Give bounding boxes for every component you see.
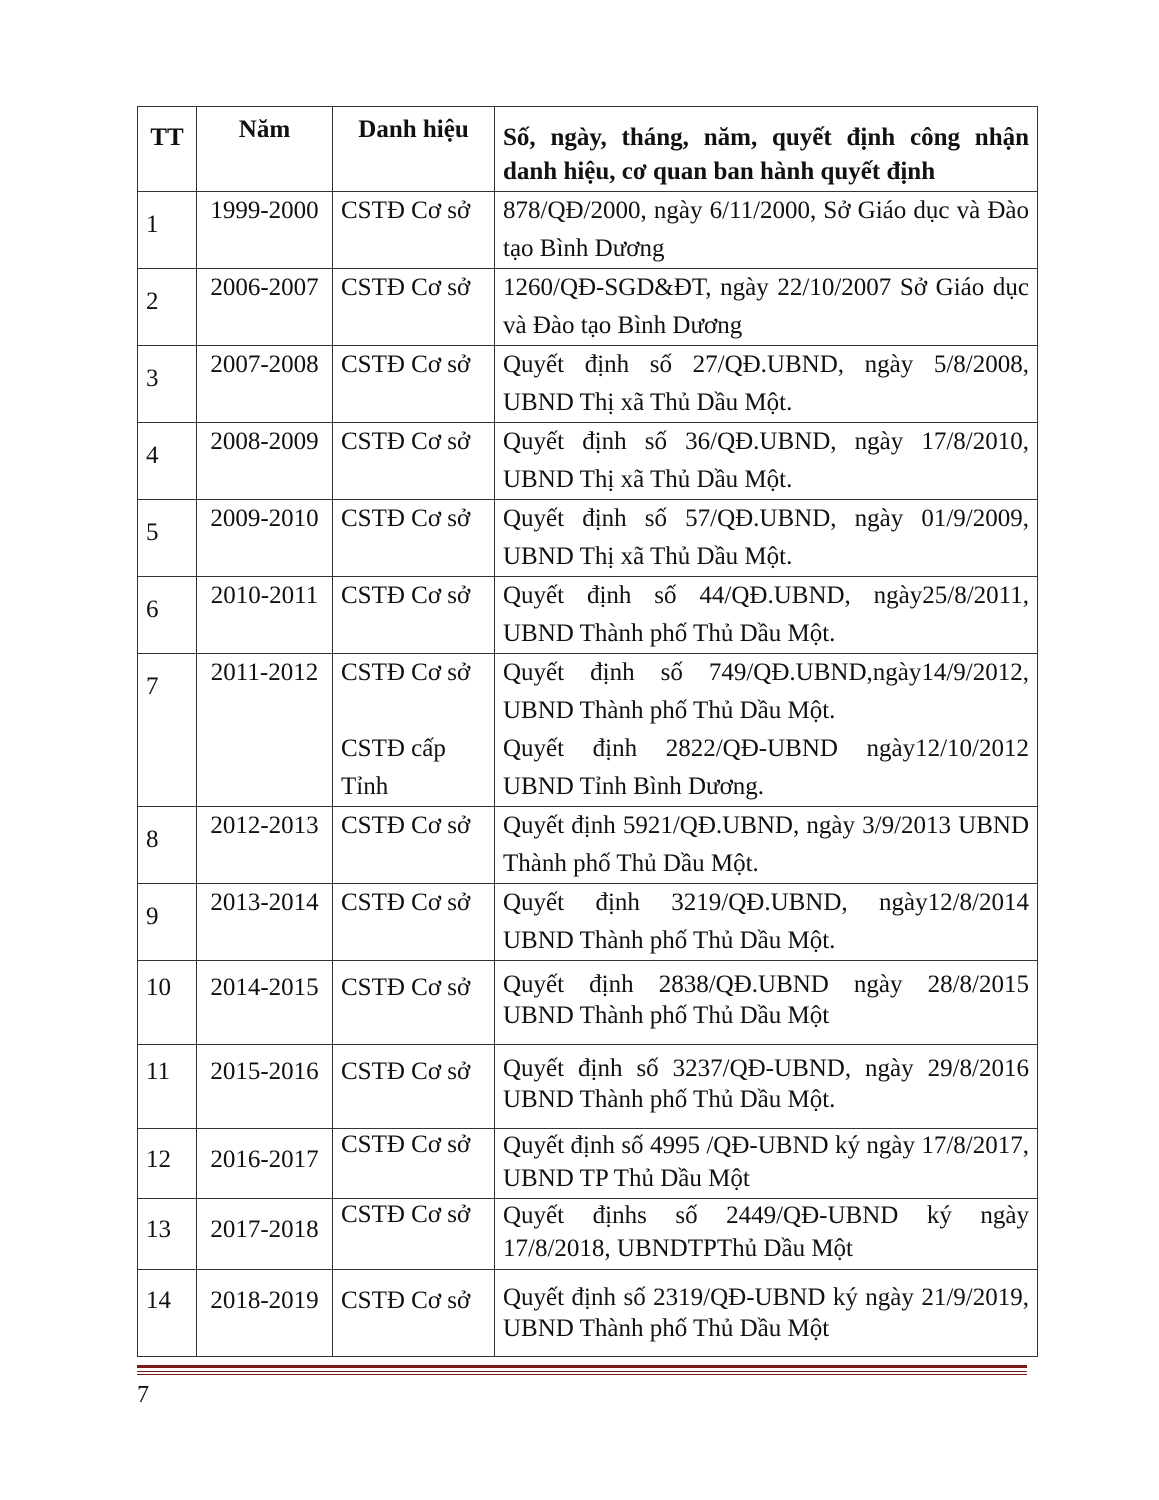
row-title: CSTĐ Cơ sở xyxy=(333,500,495,577)
row-decision: Quyết định số 27/QĐ.UBND, ngày 5/8/2008, UBND Thị xã Thủ Dầu Một. xyxy=(495,346,1038,423)
row-title: CSTĐ Cơ sở xyxy=(333,884,495,961)
row-year xyxy=(197,1129,333,1199)
row-decision: Quyết định 3219/QĐ.UBND, ngày12/8/2014 UBND Thành phố Thủ Dầu Một. xyxy=(495,884,1038,961)
row-year: 2010-2011 xyxy=(197,577,333,654)
row-tt-value: 13 xyxy=(146,1216,171,1243)
row-tt-value: 9 xyxy=(146,903,159,930)
row-title-secondary: CSTĐ cấp Tỉnh xyxy=(341,735,446,800)
row-title: CSTĐ Cơ sở xyxy=(333,1129,495,1199)
table-row xyxy=(138,577,1038,654)
row-tt xyxy=(138,1270,197,1357)
table-row xyxy=(138,884,1038,961)
row-tt-value: 7 xyxy=(146,673,159,700)
row-decision: 1260/QĐ-SGD&ĐT, ngày 22/10/2007 Sở Giáo dục và Đào tạo Bình Dương xyxy=(495,269,1038,346)
row-year: 2007-2008 xyxy=(197,346,333,423)
awards-table xyxy=(137,106,1038,1357)
row-decision xyxy=(495,1045,1038,1129)
row-title: CSTĐ Cơ sở xyxy=(333,577,495,654)
row-title-value: CSTĐ Cơ sở xyxy=(341,974,471,1001)
row-decision: Quyết định số 36/QĐ.UBND, ngày 17/8/2010, UBND Thị xã Thủ Dầu Một. xyxy=(495,423,1038,500)
footer-rule-thin xyxy=(137,1371,1027,1372)
row-year xyxy=(197,961,333,1045)
row-title xyxy=(333,1045,495,1129)
table-row xyxy=(138,192,1038,269)
row-tt xyxy=(138,500,197,577)
row-decision: Quyết địnhs số 2449/QĐ-UBND ký ngày 17/8/2018, UBNDTPThủ Dầu Một xyxy=(495,1199,1038,1270)
row-tt xyxy=(138,654,197,807)
row-year: 2006-2007 xyxy=(197,269,333,346)
row-tt xyxy=(138,961,197,1045)
row-tt-value: 12 xyxy=(146,1146,171,1173)
row-title-value: CSTĐ Cơ sở xyxy=(341,1058,471,1085)
table-row xyxy=(138,423,1038,500)
row-decision-value: Quyết định 2838/QĐ.UBND ngày 28/8/2015 UBND Thành phố Thủ Dầu Một xyxy=(503,971,1029,1029)
row-tt-value: 2 xyxy=(146,288,159,315)
row-tt-value: 6 xyxy=(146,596,159,623)
row-tt xyxy=(138,346,197,423)
table-row xyxy=(138,1199,1038,1270)
row-year-value: 2016-2017 xyxy=(210,1146,319,1173)
table-row xyxy=(138,1270,1038,1357)
row-decision: Quyết định số 57/QĐ.UBND, ngày 01/9/2009, UBND Thị xã Thủ Dầu Một. xyxy=(495,500,1038,577)
header-tt: TT xyxy=(138,107,197,192)
table-row xyxy=(138,654,1038,807)
row-title-primary: CSTĐ Cơ sở xyxy=(341,659,471,686)
table-row xyxy=(138,269,1038,346)
row-tt xyxy=(138,577,197,654)
row-year: 2013-2014 xyxy=(197,884,333,961)
row-tt-value: 10 xyxy=(146,974,171,1001)
row-year: 1999-2000 xyxy=(197,192,333,269)
row-tt xyxy=(138,1199,197,1270)
row-title xyxy=(333,1270,495,1357)
footer-rule-thin-2 xyxy=(137,1374,1027,1375)
row-title xyxy=(333,654,495,807)
row-tt-value: 5 xyxy=(146,519,159,546)
row-year-value: 2018-2019 xyxy=(210,1287,319,1314)
row-year xyxy=(197,1199,333,1270)
row-title: CSTĐ Cơ sở xyxy=(333,346,495,423)
header-decision: Số, ngày, tháng, năm, quyết định công nhận danh hiệu, cơ quan ban hành quyết định xyxy=(495,107,1038,192)
row-tt xyxy=(138,1129,197,1199)
row-year-value: 2014-2015 xyxy=(210,974,319,1001)
row-decision xyxy=(495,654,1038,807)
row-title xyxy=(333,961,495,1045)
row-decision: Quyết định số 44/QĐ.UBND, ngày25/8/2011, UBND Thành phố Thủ Dầu Một. xyxy=(495,577,1038,654)
table-row xyxy=(138,1129,1038,1199)
header-year: Năm xyxy=(197,107,333,192)
row-tt-value: 4 xyxy=(146,442,159,469)
row-tt-value: 3 xyxy=(146,365,159,392)
header-title: Danh hiệu xyxy=(333,107,495,192)
row-decision: Quyết định số 4995 /QĐ-UBND ký ngày 17/8/2017, UBND TP Thủ Dầu Một xyxy=(495,1129,1038,1199)
row-tt xyxy=(138,269,197,346)
row-decision xyxy=(495,961,1038,1045)
page-number: 7 xyxy=(137,1382,149,1408)
row-title: CSTĐ Cơ sở xyxy=(333,423,495,500)
row-title: CSTĐ Cơ sở xyxy=(333,192,495,269)
row-year: 2012-2013 xyxy=(197,807,333,884)
row-year-value: 2017-2018 xyxy=(210,1216,319,1243)
row-tt xyxy=(138,423,197,500)
table-row xyxy=(138,1045,1038,1129)
row-year xyxy=(197,1270,333,1357)
table-row xyxy=(138,500,1038,577)
table-row xyxy=(138,346,1038,423)
row-decision-secondary: Quyết định 2822/QĐ-UBND ngày12/10/2012 UBND Tỉnh Bình Dương. xyxy=(503,735,1029,800)
row-tt-value: 14 xyxy=(146,1287,171,1314)
row-tt xyxy=(138,1045,197,1129)
row-tt xyxy=(138,807,197,884)
table-row xyxy=(138,961,1038,1045)
row-title: CSTĐ Cơ sở xyxy=(333,807,495,884)
row-year xyxy=(197,1045,333,1129)
row-decision: Quyết định 5921/QĐ.UBND, ngày 3/9/2013 UBND Thành phố Thủ Dầu Một. xyxy=(495,807,1038,884)
row-year: 2009-2010 xyxy=(197,500,333,577)
row-tt-value: 11 xyxy=(146,1058,171,1085)
row-tt-value: 1 xyxy=(146,211,159,238)
row-title-value: CSTĐ Cơ sở xyxy=(341,1287,471,1314)
table-row xyxy=(138,807,1038,884)
row-title: CSTĐ Cơ sở xyxy=(333,269,495,346)
row-decision-primary: Quyết định số 749/QĐ.UBND,ngày14/9/2012, UBND Thành phố Thủ Dầu Một. xyxy=(503,659,1029,724)
footer-rule-thick xyxy=(137,1365,1027,1368)
row-decision-value: Quyết định số 3237/QĐ-UBND, ngày 29/8/2016 UBND Thành phố Thủ Dầu Một. xyxy=(503,1055,1029,1113)
row-decision xyxy=(495,1270,1038,1357)
row-title: CSTĐ Cơ sở xyxy=(333,1199,495,1270)
row-decision-value: Quyết định số 2319/QĐ-UBND ký ngày 21/9/2019, UBND Thành phố Thủ Dầu Một xyxy=(503,1284,1029,1342)
row-tt xyxy=(138,192,197,269)
row-year: 2008-2009 xyxy=(197,423,333,500)
row-year-value: 2015-2016 xyxy=(210,1058,319,1085)
table-header-row xyxy=(138,107,1038,192)
row-decision: 878/QĐ/2000, ngày 6/11/2000, Sở Giáo dục và Đào tạo Bình Dương xyxy=(495,192,1038,269)
row-tt xyxy=(138,884,197,961)
row-year: 2011-2012 xyxy=(197,654,333,807)
row-tt-value: 8 xyxy=(146,826,159,853)
